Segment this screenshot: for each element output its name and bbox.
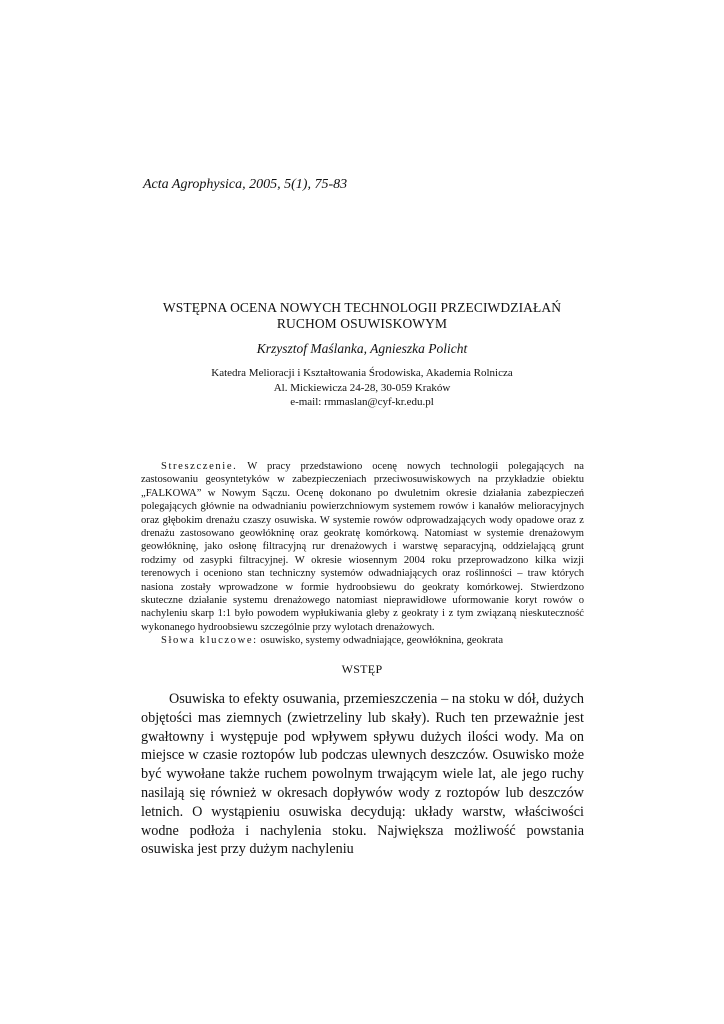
section-heading: WSTĘP: [341, 662, 383, 676]
paper-title: [100, 300, 624, 332]
affiliation-email: e-mail: rmmaslan@cyf-kr.edu.pl: [290, 396, 434, 408]
abstract-label: Streszczenie.: [161, 461, 238, 472]
affiliation: [100, 366, 624, 410]
abstract-text: W pracy przedstawiono ocenę nowych technologii polegających na zastosowaniu geosyntetyków w zabezpieczeniach przeciwosuwiskowych na przykładzie obiektu „FALKOWA” w Nowym Sączu. Ocenę dokonano po dwuletnim okresie działania zabezpieczeń polegających głównie na odwadnianiu powierzchniowym systemem rowów i kanałów melioracyjnych oraz głębokim drenażu czaszy osuwiska. W systemie rowów odprowadzających wody opadowe oraz z drenażu zastosowano geowłókninę oraz geokratę komórkową. Natomiast w systemie drenażowym geowłókninę, jako osłonę filtracyjną rur drenażowych i warstwę separacyjną, oddzielającą grunt rodzimy od zasypki filtracyjnej. W okresie wiosennym 2004 roku przeprowadzono kilka wizji terenowych i oceniono stan techniczny systemów odwadniających oraz roślinności – traw których nasiona zostały wprowadzone w formie hydroobsiewu do geokraty komórkowej. Stwierdzono skuteczne działanie systemu drenażowego natomiast nieprawidłowe uformowanie koryt rowów o nachyleniu skarp 1:1 było powodem wypłukiwania gleby z geokraty i z tym związaną nieskuteczność wykonanego hydroobsiewu szczególnie przy wylotach drenażowych.: [141, 461, 584, 633]
body-text: [141, 690, 584, 859]
title-line-1: WSTĘPNA OCENA NOWYCH TECHNOLOGII PRZECIWDZIAŁAŃ: [162, 300, 562, 315]
title-line-2: RUCHOM OSUWISKOWYM: [276, 316, 448, 331]
keywords-paragraph: [141, 634, 584, 647]
abstract: [141, 460, 584, 648]
journal-reference: Acta Agrophysica, 2005, 5(1), 75-83: [143, 177, 348, 192]
affiliation-address: Al. Mickiewicza 24-28, 30-059 Kraków: [273, 381, 451, 394]
body-paragraph: Osuwiska to efekty osuwania, przemieszczenia – na stoku w dół, dużych objętości mas ziemnych (zwietrzeliny lub skały). Ruch ten przeważnie jest gwałtowny i występuje pod wpływem spływu dużych ilości wody. Ma on miejsce w czasie roztopów lub podczas ulewnych deszczów. Osuwisko może być wywołane także ruchem powolnym trwającym wiele lat, ale jego ruchy nasilają się również w okresach dopływów wody z roztopów lub deszczów letnich. O wystąpieniu osuwiska decydują: układy warstw, właściwości wodne podłoża i nachylenia stoku. Największa możliwość powstania osuwiska jest przy dużym nachyleniu: [141, 691, 584, 858]
abstract-paragraph: [141, 460, 584, 634]
keywords-text: osuwisko, systemy odwadniające, geowłóknina, geokrata: [260, 635, 504, 647]
authors: Krzysztof Maślanka, Agnieszka Policht: [256, 341, 468, 356]
affiliation-institution: Katedra Melioracji i Kształtowania Środowiska, Akademia Rolnicza: [211, 367, 513, 379]
keywords-label: Słowa kluczowe:: [161, 635, 258, 647]
